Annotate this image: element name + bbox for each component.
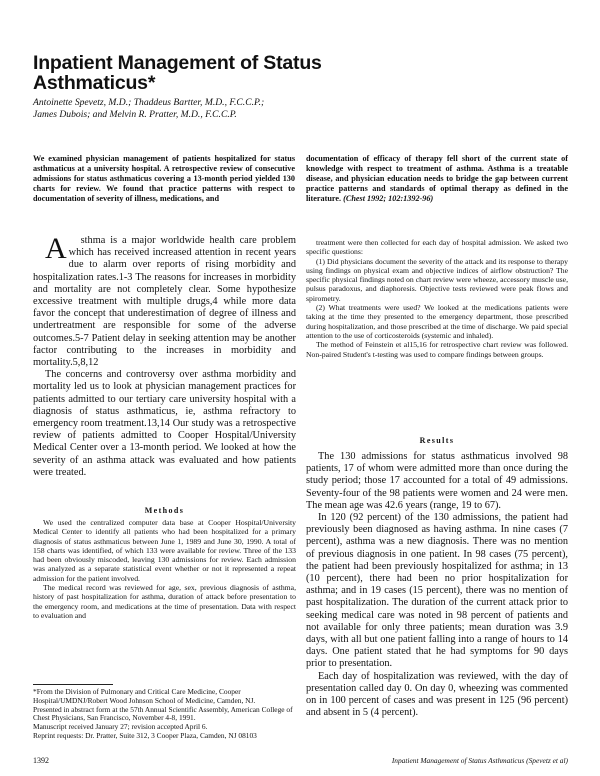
authors-line-1: Antoinette Spevetz, M.D.; Thaddeus Bartter, M.D., F.C.C.P.; <box>33 97 265 108</box>
results-paragraph-3: Each day of hospitalization was reviewed, with the day of presentation called day 0. On day 0, wheezing was commented on in 100 percent of cases and was present in 125 (96 percent) and absent in 5 (4 percent). <box>306 670 568 719</box>
authors-line-2: James Dubois; and Melvin R. Pratter, M.D., F.C.C.P. <box>33 108 237 120</box>
footnote-4: Reprint requests: Dr. Pratter, Suite 312, 3 Cooper Plaza, Camden, NJ 08103 <box>33 730 257 740</box>
footnote-divider <box>33 684 113 685</box>
right-paragraph-3: (2) What treatments were used? We looked at the medications patients were taking at the time they presented to the emergency department, those prescribed during hospitalization, and those prescribed at the time of discharge. We paid special attention to the use of corticosteroids (systemic and inhaled). <box>306 303 568 340</box>
running-head: Inpatient Management of Status Asthmaticus (Spevetz et al) <box>391 756 568 765</box>
author-list <box>33 97 453 120</box>
drop-cap: A <box>45 232 67 265</box>
methods-paragraph-1: We used the centralized computer data base at Cooper Hospital/University Medical Center to identify all patients who had been hospitalized for a primary diagnosis of status asthmaticus between June 1, 1989 and June 30, 1990. A total of 158 charts was identified, of which 133 were available for review. Three of the 133 had been obviously miscoded, leaving 130 admissions for review. Each admission was analyzed as a separate statistical event whether or not it represented a repeat admission for the patient involved. <box>33 518 296 583</box>
results-heading: Results <box>419 436 455 445</box>
title-line-2: Asthmaticus* <box>33 72 156 94</box>
results-paragraph-2: In 120 (92 percent) of the 130 admissions, the patient had previously been diagnosed as having asthma. In nine cases (7 percent), asthma was a new diagnosis. There was no mention of previous diagnosis in one patient. In 98 cases (75 percent), the patient had been previously hospitalized for asthma; in 13 (10 percent), there had been no prior hospitalization for asthma; and in 19 cases (15 percent), there was no mention of past hospitalization. The duration of the current attack prior to seeking medical care was noted in 98 percent of patients and not available for only three patients; mean duration was 3.9 days, with all but one patient falling into a range of hours to 14 days. One patient stated that he had symptoms for 90 days prior to presentation. <box>306 512 568 670</box>
title-line-1: Inpatient Management of Status <box>33 52 322 74</box>
results-paragraph-1: The 130 admissions for status asthmaticus involved 98 patients, 17 of whom were admitted more than once during the study period; those 17 accounted for a total of 49 admissions. Seventy-four of the 98 patients were women and 24 were men. The mean age was 42.6 years (range, 19 to 67). <box>306 451 568 511</box>
footnote-2: Presented in abstract form at the 57th Annual Scientific Assembly, American College of Chest Physicians, San Francisco, November 4-8, 1991. <box>33 704 293 723</box>
abstract-left: We examined physician management of patients hospitalized for status asthmaticus at a university hospital. A retrospective review of consecutive admissions for status asthmaticus covering a 13-month period yielded 130 charts for review. We found that practice patterns with respect to documentation of severity of illness, medications, and <box>33 154 295 204</box>
intro-paragraph-2: The concerns and controversy over asthma morbidity and mortality led us to look at physician management practices for patients admitted to our tertiary care university hospital with a diagnosis of status asthmaticus, ie, asthma refractory to emergency room treatment.13,14 Our study was a retrospective review of patients admitted to Cooper Hospital/University Medical Center over a 13-month period. We looked at how the severity of an asthma attack was evaluated and how patients were treated. <box>33 369 296 478</box>
footnote-1: *From the Division of Pulmonary and Critical Care Medicine, Cooper Hospital/UMDNJ/Robert Wood Johnson School of Medicine, Camden, NJ. <box>33 687 256 705</box>
methods-continued <box>306 238 568 359</box>
methods-heading: Methods <box>144 506 185 515</box>
footnote-3: Manuscript received January 27; revision accepted April 6. <box>33 722 208 732</box>
abstract-citation: (Chest 1992; 102:1392-96) <box>343 194 434 204</box>
abstract-right <box>306 154 568 204</box>
article-title <box>33 53 453 93</box>
methods-section <box>33 518 296 620</box>
intro-p1-text: sthma is a major worldwide health care problem which has received increased attention in recent years due to alarm over reports of rising morbidity and hospitalization rates.1-3 The reasons for increases in morbidity and mortality are not completely clear. Some hypothesize excessive treatment with multiple drugs,4 while more data favor the concept that underestimation of degree of illness and undertreatment are responsible for some of the adverse outcomes.5-7 Patient delay in seeking attention may be another factor contributing to the increases in morbidity and mortality.5,8,12 <box>33 235 296 369</box>
page-number: 1392 <box>33 756 49 765</box>
right-paragraph-1: treatment were then collected for each day of hospital admission. We asked two specific questions: <box>306 238 568 257</box>
right-paragraph-4: The method of Feinstein et al15,16 for retrospective chart review was followed. Non-paired Student's t-testing was used to compare findings between groups. <box>306 340 568 359</box>
introduction <box>33 232 296 479</box>
intro-paragraph-1 <box>33 232 296 369</box>
results-section <box>306 451 568 719</box>
right-paragraph-2: (1) Did physicians document the severity of the attack and its response to therapy using findings on physical exam and objective indices of airflow obstruction? The specific physical findings noted on chart review were wheeze, accessory muscle use, pulsus paradoxus, and diaphoresis. Objective tests reviewed were peak flows and spirometry. <box>306 256 568 303</box>
footnotes <box>33 688 296 741</box>
abstract-right-text: documentation of efficacy of therapy fell short of the current state of knowledge with respect to treatment of asthma. Asthma is a treatable disease, and physician education needs to bridge the gap between current practice patterns and standards of optimal therapy as defined in the literature. <box>306 154 568 204</box>
methods-paragraph-2: The medical record was reviewed for age, sex, previous diagnosis of asthma, history of past hospitalization for asthma, duration of attack before presentation to the emergency room, and medications at the time of presentation. Data with respect to evaluation and <box>33 583 296 620</box>
